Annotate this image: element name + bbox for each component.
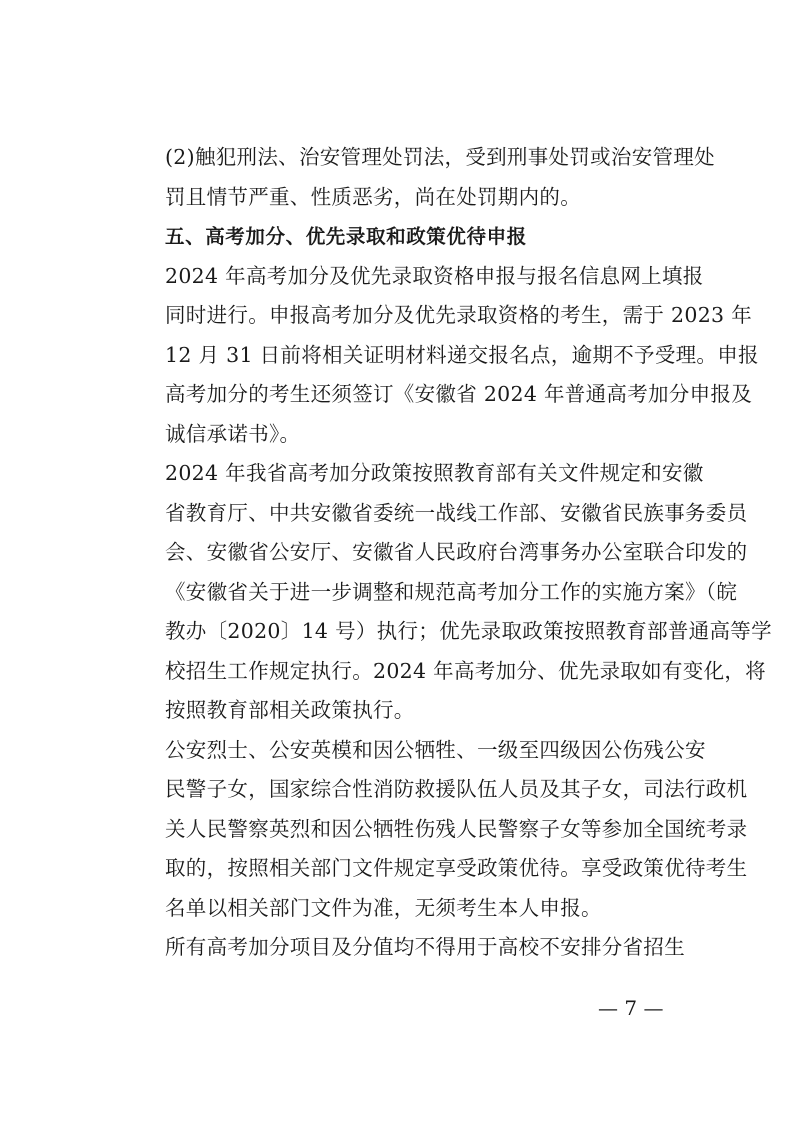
paragraph-bonus-policy: 2024 年我省高考加分政策按照教育部有关文件规定和安徽 省教育厅、中共安徽省委统一战线工作部、安徽省民族事务委员 会、安徽省公安厅、安徽省人民政府台湾事务办公室联合印发的 《安徽省关于进一步调整和规范高考加分工作的实施方案》（皖 教办〔2020〕14 号）执行；优先录取政策按照教育部普通高等学 校招生工作规定执行。2024 年高考加分、优先录取如有变化，将 按照教育部相关政策执行。	[165, 461, 772, 722]
section-heading-bonus-points: 五、高考加分、优先录取和政策优待申报	[165, 225, 527, 248]
paragraph-bonus-application: 2024 年高考加分及优先录取资格申报与报名信息网上填报 同时进行。申报高考加分及优先录取资格的考生，需于 2023 年 12 月 31 日前将相关证明材料递交报名点，逾期不予受理。申报 高考加分的考生还须签订《安徽省 2024 年普通高考加分申报及 诚信承诺书》。	[165, 263, 759, 446]
paragraph-violation-clause: (2)触犯刑法、治安管理处罚法，受到刑事处罚或治安管理处 罚且情节严重、性质恶劣，尚在处罚期内的。	[165, 145, 715, 209]
paragraph-police-preference: 公安烈士、公安英模和因公牺牲、一级至四级因公伤残公安 民警子女，国家综合性消防救援队伍人员及其子女，司法行政机 关人民警察英烈和因公牺牲伤残人民警察子女等参加全国统考录 取的，按照相关部门文件规定享受政策优待。享受政策优待考生 名单以相关部门文件为准，无须考生本人申报。	[165, 737, 748, 920]
document-body	[124, 138, 772, 968]
paragraph-bonus-restriction: 所有高考加分项目及分值均不得用于高校不安排分省招生	[165, 935, 685, 959]
page-number: — 7 —	[598, 996, 664, 1020]
